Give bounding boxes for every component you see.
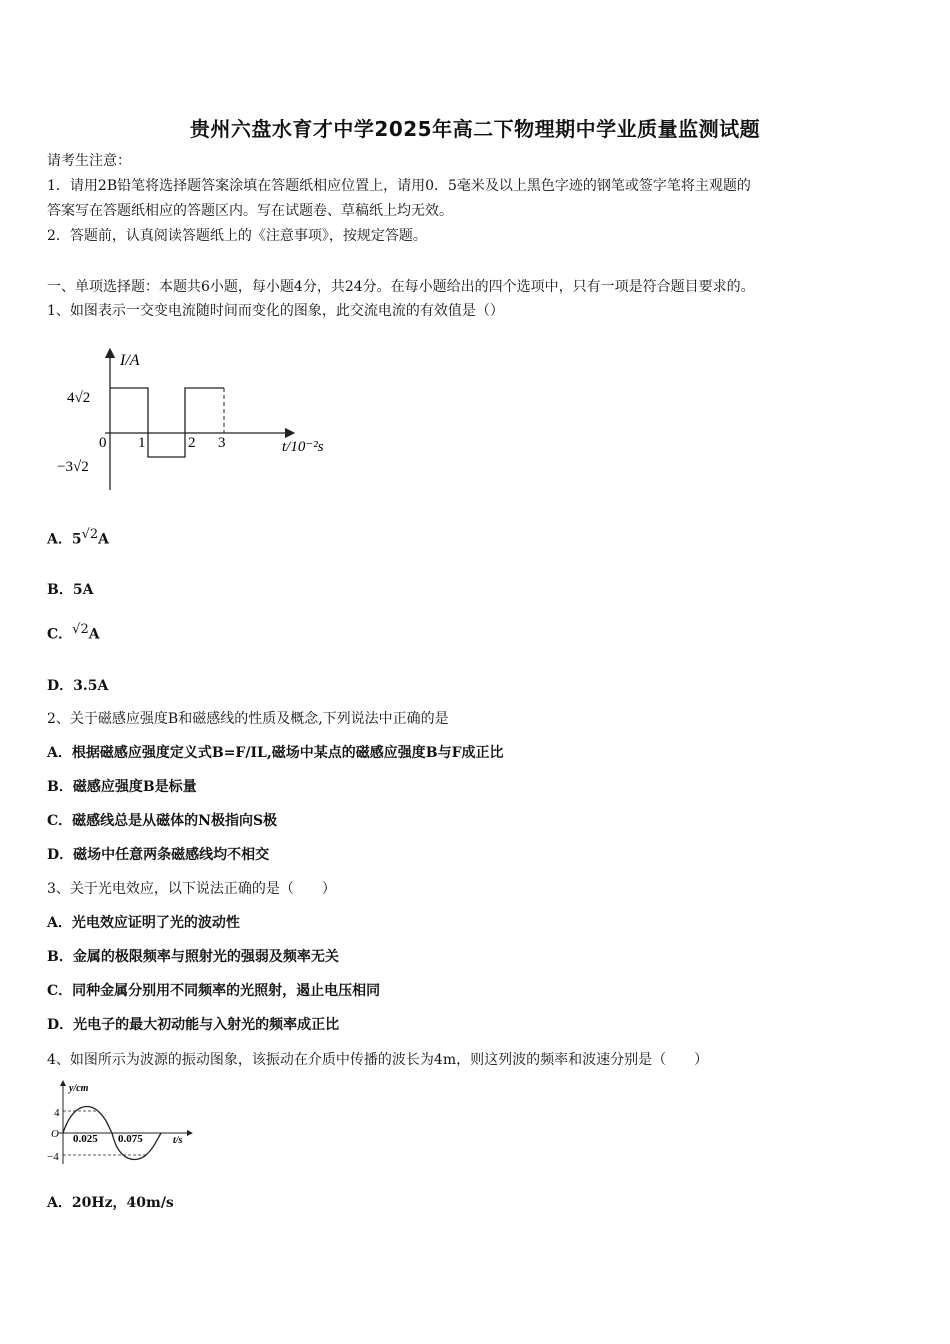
t2-label: 0.075	[118, 1133, 143, 1145]
q2-option-a: A．根据磁感应强度定义式B=F/IL,磁场中某点的磁感应强度B与F成正比	[47, 745, 504, 761]
q4-stem: 4、如图所示为波源的振动图象，该振动在介质中传播的波长为4m，则这列波的频率和波速分别是（ ）	[47, 1052, 709, 1068]
section-heading: 一、单项选择题：本题共6小题，每小题4分，共24分。在每小题给出的四个选项中，只有一项是符合题目要求的。	[47, 279, 755, 295]
q1-current-graph	[50, 345, 350, 495]
y-min-label: −3√2	[57, 459, 89, 475]
q3-option-a: A．光电效应证明了光的波动性	[47, 915, 240, 931]
q1-option-c: C．$^{√2}$A	[47, 622, 100, 643]
t-axis-label: t/s	[173, 1135, 183, 1146]
q1-option-a: A．$5^{√2}A$	[47, 527, 110, 548]
q4-oscillation-graph	[45, 1078, 195, 1168]
q2-option-b: B．磁感应强度B是标量	[47, 779, 197, 795]
y-max-label: 4	[54, 1107, 60, 1119]
q1-stem: 1、如图表示一交变电流随时间而变化的图象，此交流电流的有效值是（）	[47, 303, 504, 319]
notice-line-3: 2．答题前，认真阅读答题纸上的《注意事项》，按规定答题。	[47, 228, 427, 244]
q3-stem: 3、关于光电效应，以下说法正确的是（ ）	[47, 881, 336, 897]
page-title: 贵州六盘水育才中学2025年高二下物理期中学业质量监测试题	[189, 117, 761, 141]
q1-option-d: D．3.5A	[47, 678, 109, 694]
q2-option-d: D．磁场中任意两条磁感线均不相交	[47, 847, 270, 863]
notice-line-1: 1．请用2B铅笔将选择题答案涂填在答题纸相应位置上，请用0．5毫米及以上黑色字迹的钢笔或签字笔将主观题的	[47, 178, 751, 194]
q4-option-a: A．20Hz，40m/s	[47, 1195, 174, 1211]
notice-heading: 请考生注意：	[47, 153, 131, 169]
y-max-label: 4√2	[67, 390, 91, 406]
tick-label-2: 2	[188, 435, 196, 451]
q3-option-b: B．金属的极限频率与照射光的强弱及频率无关	[47, 949, 339, 965]
q3-option-d: D．光电子的最大初动能与入射光的频率成正比	[47, 1017, 340, 1033]
q1-option-b: B．5A	[47, 582, 94, 598]
q2-stem: 2、关于磁感应强度B和磁感线的性质及概念,下列说法中正确的是	[47, 711, 449, 727]
origin-label: O	[51, 1128, 59, 1140]
t1-label: 0.025	[73, 1133, 98, 1145]
origin-label: 0	[99, 435, 107, 451]
tick-label-1: 1	[138, 435, 146, 451]
y-min-label: −4	[47, 1151, 59, 1163]
current-waveform	[110, 388, 224, 457]
q3-option-c: C．同种金属分别用不同频率的光照射，遏止电压相同	[47, 983, 381, 999]
y-axis-label: I/A	[120, 352, 140, 369]
tick-label-3: 3	[218, 435, 226, 451]
q2-option-c: C．磁感线总是从磁体的N极指向S极	[47, 813, 278, 829]
notice-line-2: 答案写在答题纸相应的答题区内。写在试题卷、草稿纸上均无效。	[47, 203, 453, 219]
y-axis-label: y/cm	[69, 1083, 89, 1094]
x-axis-label: t/10⁻²s	[282, 439, 324, 455]
